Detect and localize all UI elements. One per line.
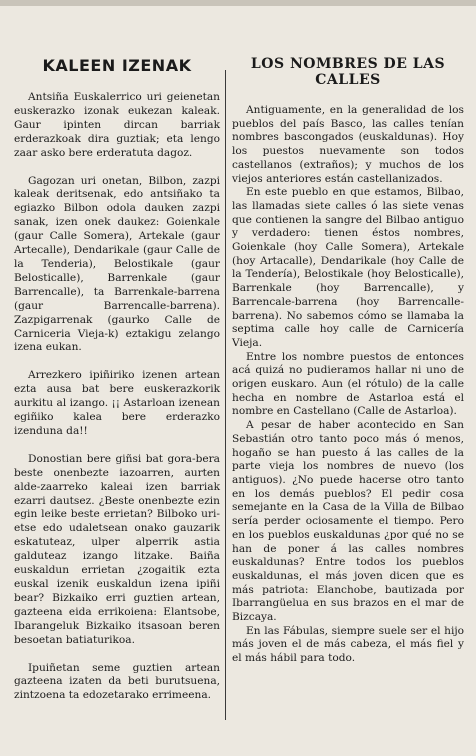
basque-column bbox=[14, 56, 220, 717]
basque-paragraph-2: Gagozan uri onetan, Bilbon, zazpi kaleak deritsenak, edo antsiñako ta egiazko Bilbon odola dauken zazpi sanak, izen onek daukez: Goienkale (gaur Calle Somera), Artekale (gaur Artecalle), Dendarikale (gaur Calle de la Tenderia), Belostikale (gaur Belosticalle), Barrenkale (gaur Barrencalle), ta Barrenkale-barrena (gaur Barrencalle-barrena). Zazpigarrenak (gaurko Calle de Carniceria Vieja-k) eztakigu zelango izena eukan. bbox=[14, 174, 220, 354]
basque-paragraph-3: Arrezkero ipiñiriko izenen artean ezta ausa bat bere euskerazkorik aurkitu al izango. ¡¡ Astarloan izenean egiñiko kalea bere erderazko izenduna da!! bbox=[14, 369, 220, 437]
spanish-paragraph-3: Entre los nombre puestos de entonces acá quizá no pudieramos hallar ni uno de origen euskaro. Aun (el rótulo) de la calle hecha en nombre de Astarloa está el nombre en Castellano (Calle de Astarloa). bbox=[232, 350, 464, 418]
spanish-column bbox=[232, 56, 464, 666]
spanish-paragraph-1: Antiguamente, en la generalidad de los pueblos del país Basco, las calles tenían nombres bascongados (euskaldunas). Hoy los puestos nuevamente son todos castellanos (extraños); y muchos de los viejos anteriores están castellanizados. bbox=[232, 104, 464, 185]
basque-paragraph-5: Ipuiñetan seme guztien artean gazteena izaten da beti burutsuena, zintzoena ta edozetarako errimeena. bbox=[14, 661, 220, 702]
spanish-paragraph-2: En este pueblo en que estamos, Bilbao, las llamadas siete calles ó las siete venas que contienen la sangre del Bilbao antiguo y verdadero: tienen éstos nombres, Goienkale (hoy Calle Somera), Artekale (hoy Artacalle), Dendarikale (hoy Calle de la Tendería), Belostikale (hoy Belosticalle), Barrenkale (hoy Barrencalle), y Barrencale-barrena (hoy Barrencalle-barrena). No sabemos cómo se llamaba la septima calle hoy calle de Carnicería Vieja. bbox=[232, 186, 464, 349]
spanish-title: LOS NOMBRES DE LAS CALLES bbox=[250, 56, 446, 88]
page-top-edge bbox=[0, 0, 476, 6]
basque-title: KALEEN IZENAK bbox=[42, 56, 192, 75]
basque-paragraph-1: Antsiña Euskalerrico uri geienetan euskerazko izonak eukezan kaleak. Gaur ipinten dircan barriak erderazkoak dira guztiak; eta lengo zaar asko bere erderatuta dagoz. bbox=[14, 91, 220, 159]
basque-paragraph-4: Donostian bere giñsi bat gora-bera beste onenbezte iazoarren, aurten alde-zaarreko kaleai izen barriak ezarri dautsez. ¿Beste onenbezte ezin egin leike beste errietan? Bilboko uri-etse edo udaletsean onako gauzarik eskatuteaz, ulper alperrik astia galduteaz izango litzake. Baiña euskaldun errietan ¿zogaitik ezta euskal izenik euskaldun izena ipiñi bear? Bizkaiko erri guztien artean, gazteena eida errikoienа: Elantsobe, Ibarangeluk Bizkaiko itsasoan beren besoetan batiaturikoa. bbox=[14, 452, 220, 646]
spanish-paragraph-4: A pesar de haber acontecido en San Sebastián otro tanto poco más ó menos, hogaño se han puesto á las calles de la parte vieja los nombres de nuevo (los antiguos). ¿No puede hacerse otro tanto en los demás pueblos? El pedir cosa semejante en la Casa de la Villa de Bilbao sería perder ociosamente el tiempo. Pero en los pueblos euskaldunas ¿por qué no se han de poner á las calles nombres euskaldunas? Entre todos los pueblos euskaldunas, el más joven dicen que es más patriota: Elanchobe, bautizada por Ibarrangüelua en sus brazos en el mar de Bizcaya. bbox=[232, 419, 464, 624]
column-divider bbox=[225, 70, 226, 720]
spanish-paragraph-5: En las Fábulas, siempre suele ser el hijo más joven el de más cabeza, el más fiel y el más hábil para todo. bbox=[232, 624, 464, 665]
